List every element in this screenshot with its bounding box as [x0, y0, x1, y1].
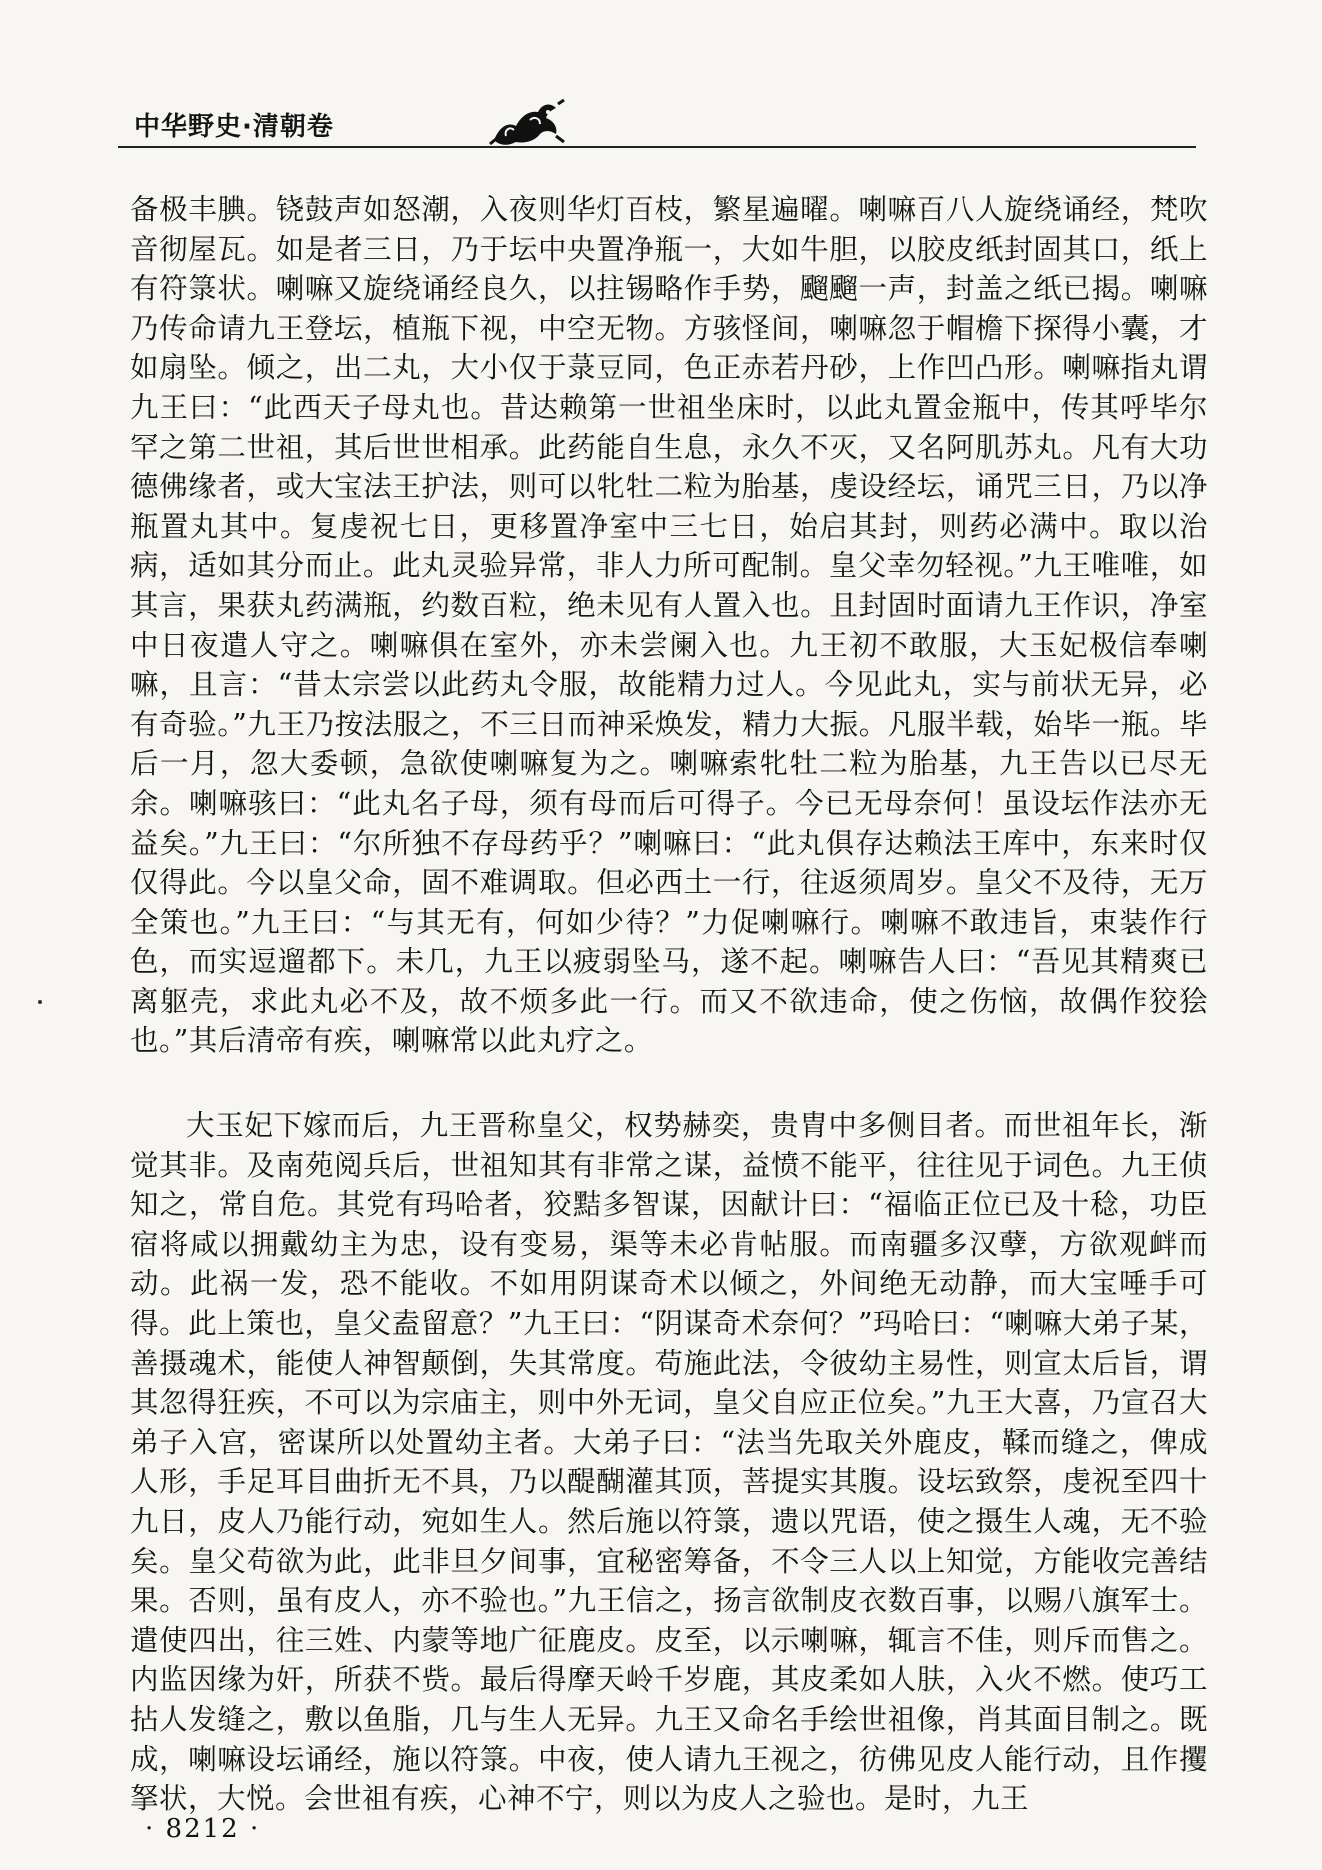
body-text [130, 190, 1208, 1819]
paragraph-1 [130, 190, 1208, 1061]
header-rule [118, 146, 1196, 148]
running-header [118, 96, 1198, 146]
paragraph-1-text: 备极丰腆。铙鼓声如怒潮，入夜则华灯百枝，繁星遍曜。喇嘛百八人旋绕诵经，梵吹音彻屋瓦。如是者三日，乃于坛中央置净瓶一，大如牛胆，以胶皮纸封固其口，纸上有符箓状。喇嘛又旋绕诵经良久，以拄锡略作手势，飀飀一声，封盖之纸已揭。喇嘛乃传命请九王登坛，植瓶下视，中空无物。方骇怪间，喇嘛忽于帽檐下探得小囊，才如扇坠。倾之，出二丸，大小仅于菉豆同，色正赤若丹砂，上作凹凸形。喇嘛指丸谓九王曰：“此西天子母丸也。昔达赖第一世祖坐床时，以此丸置金瓶中，传其呼毕尔罕之第二世祖，其后世世相承。此药能自生息，永久不灭，又名阿肌苏丸。凡有大功德佛缘者，或大宝法王护法，则可以牝牡二粒为胎基，虔设经坛，诵咒三日，乃以净瓶置丸其中。复虔祝七日，更移置净室中三七日，始启其封，则药必满中。取以治病，适如其分而止。此丸灵验异常，非人力所可配制。皇父幸勿轻视。”九王唯唯，如其言，果获丸药满瓶，约数百粒，绝未见有人置入也。且封固时面请九王作识，净室中日夜遣人守之。喇嘛俱在室外，亦未尝阑入也。九王初不敢服，大玉妃极信奉喇嘛，且言：“昔太宗尝以此药丸令服，故能精力过人。今见此丸，实与前状无异，必有奇验。”九王乃按法服之，不三日而神采焕发，精力大振。凡服半载，始毕一瓶。毕后一月，忽大委顿，急欲使喇嘛复为之。喇嘛索牝牡二粒为胎基，九王告以已尽无余。喇嘛骇曰：“此丸名子母，须有母而后可得子。今已无母奈何！虽设坛作法亦无益矣。”九王曰：“尔所独不存母药乎？”喇嘛曰：“此丸俱存达赖法王库中，东来时仅仅得此。今以皇父命，固不难调取。但必西土一行，往返须周岁。皇父不及待，无万全策也。”九王曰：“与其无有，何如少待？”力促喇嘛行。喇嘛不敢违旨，束装作行色，而实逗遛都下。未几，九王以疲弱坠马，遂不起。喇嘛告人曰：“吾见其精爽已离躯壳，求此丸必不及，故不烦多此一行。而又不欲违命，使之伤恼，故偶作狡狯也。”其后清帝有疾，喇嘛常以此丸疗之。 [130, 193, 1208, 1058]
book-title: 中华野史·清朝卷 [134, 112, 334, 142]
page-number: · 8212 · [145, 1814, 261, 1844]
scan-speck [38, 1000, 42, 1004]
paragraph-2 [130, 1106, 1208, 1819]
dragon-emblem-icon [486, 96, 566, 148]
paragraph-2-text: 大玉妃下嫁而后，九王晋称皇父，权势赫奕，贵胄中多侧目者。而世祖年长，渐觉其非。及南苑阅兵后，世祖知其有非常之谋，益愤不能平，往往见于词色。九王侦知之，常自危。其党有玛哈者，狡黠多智谋，因献计曰：“福临正位已及十稔，功臣宿将咸以拥戴幼主为忠，设有变易，渠等未必肯帖服。而南疆多汉孽，方欲观衅而动。此祸一发，恐不能收。不如用阴谋奇术以倾之，外间绝无动静，而大宝唾手可得。此上策也，皇父盍留意？”九王曰：“阴谋奇术奈何？”玛哈曰：“喇嘛大弟子某，善摄魂术，能使人神智颠倒，失其常度。苟施此法，令彼幼主易性，则宣太后旨，谓其忽得狂疾，不可以为宗庙主，则中外无词，皇父自应正位矣。”九王大喜，乃宣召大弟子入宫，密谋所以处置幼主者。大弟子曰：“法当先取关外鹿皮，鞣而缝之，俾成人形，手足耳目曲折无不具，乃以醍醐灌其顶，菩提实其腹。设坛致祭，虔祝至四十九日，皮人乃能行动，宛如生人。然后施以符箓，遗以咒语，使之摄生人魂，无不验矣。皇父苟欲为此，此非旦夕间事，宜秘密筹备，不令三人以上知觉，方能收完善结果。否则，虽有皮人，亦不验也。”九王信之，扬言欲制皮衣数百事，以赐八旗军士。遣使四出，往三姓、内蒙等地广征鹿皮。皮至，以示喇嘛，辄言不佳，则斥而售之。内监因缘为奸，所获不赀。最后得摩天岭千岁鹿，其皮柔如人肤，入火不燃。使巧工拈人发缝之，敷以鱼脂，几与生人无异。九王又命名手绘世祖像，肖其面目制之。既成，喇嘛设坛诵经，施以符箓。中夜，使人请九王视之，彷佛见皮人能行动，且作攫拏状，大悦。会世祖有疾，心神不宁，则以为皮人之验也。是时，九王 [130, 1109, 1208, 1816]
